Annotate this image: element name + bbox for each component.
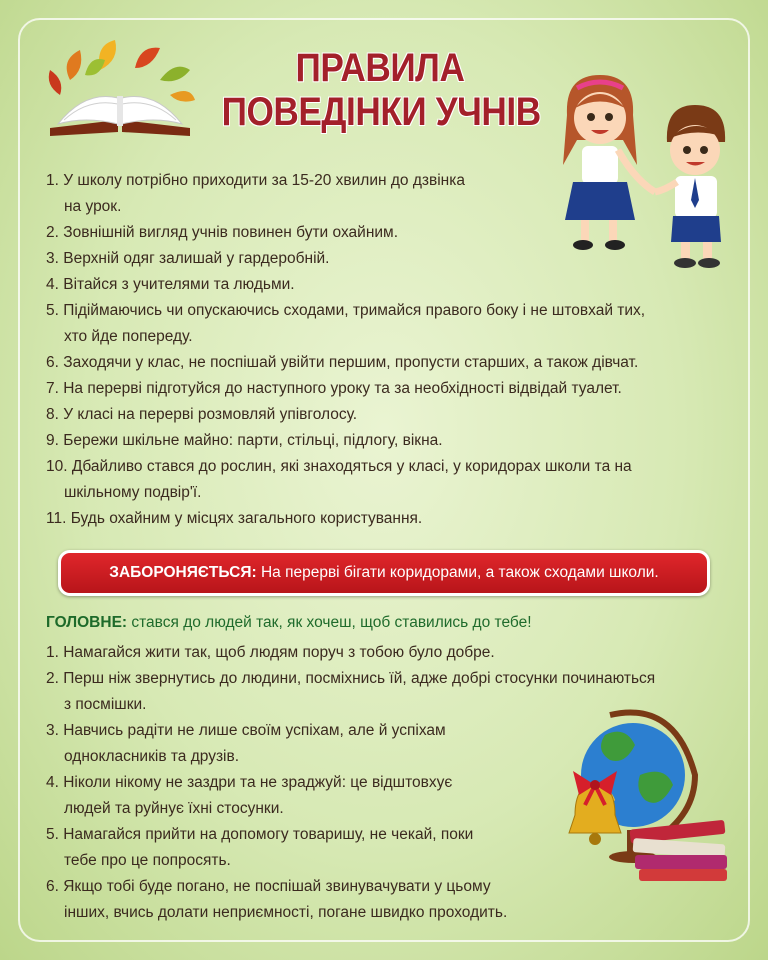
book-leaves-icon [40, 40, 200, 140]
list-item: інших, вчись долати неприємності, погане швидко проходить. [64, 904, 508, 921]
list-item: 10. Дбайливо стався до рослин, які знаходяться у класі, у коридорах школи та на [46, 458, 632, 475]
globe-bell-books-icon [555, 705, 735, 885]
list-item: 6. Якщо тобі буде погано, не поспішай звинувачувати у цьому [46, 878, 491, 895]
list-item: 1. У школу потрібно приходити за 15-20 хвилин до дзвінка [46, 172, 465, 189]
list-item: 11. Будь охайним у місцях загального користування. [46, 510, 423, 527]
list-item: 4. Ніколи нікому не заздри та не зраджуй: це відштовхує [46, 774, 453, 791]
list-item: тебе про це попросять. [64, 852, 231, 869]
list-item: на урок. [64, 198, 122, 215]
title-line-2: ПОВЕДІНКИ УЧНІВ [221, 90, 541, 134]
prohibited-banner [58, 550, 710, 596]
list-item: 9. Бережи шкільне майно: парти, стільці, підлогу, вікна. [46, 432, 443, 449]
main-rule-label: ГОЛОВНЕ: [46, 614, 128, 631]
page-title [222, 46, 539, 134]
list-item: 2. Зовнішній вигляд учнів повинен бути охайним. [46, 224, 399, 241]
title-line-1: ПРАВИЛА [295, 46, 465, 90]
list-item: 3. Верхній одяг залишай у гардеробній. [46, 250, 330, 267]
list-item: 5. Підіймаючись чи опускаючись сходами, тримайся правого боку і не штовхай тих, [46, 302, 646, 319]
list-item: 6. Заходячи у клас, не поспішай увійти першим, пропусти старших, а також дівчат. [46, 354, 639, 371]
main-rule-text: стався до людей так, як хочеш, щоб ставились до тебе! [127, 614, 532, 631]
list-item: людей та руйнує їхні стосунки. [64, 800, 284, 817]
banner-text: На перерві бігати коридорами, а також сходами школи. [256, 564, 659, 581]
list-item: 7. На перерві підготуйся до наступного уроку та за необхідності відвідай туалет. [46, 380, 622, 397]
list-item: 8. У класі на перерві розмовляй упівголосу. [46, 406, 358, 423]
list-item: хто йде попереду. [64, 328, 193, 345]
list-item: однокласників та друзів. [64, 748, 240, 765]
list-item: 4. Вітайся з учителями та людьми. [46, 276, 295, 293]
list-item: шкільному подвір'ї. [64, 484, 202, 501]
list-item: з посмішки. [64, 696, 147, 713]
list-item: 5. Намагайся прийти на допомогу товаришу, не чекай, поки [46, 826, 474, 843]
banner-label: ЗАБОРОНЯЄТЬСЯ: [109, 564, 257, 581]
rules-list [46, 168, 645, 532]
list-item: 2. Перш ніж звернутись до людини, посміхнись їй, адже добрі стосунки починаються [46, 670, 656, 687]
list-item: 3. Навчись радіти не лише своїм успіхам, але й успіхам [46, 722, 446, 739]
main-rule [46, 612, 532, 634]
list-item: 1. Намагайся жити так, щоб людям поруч з тобою було добре. [46, 644, 495, 661]
